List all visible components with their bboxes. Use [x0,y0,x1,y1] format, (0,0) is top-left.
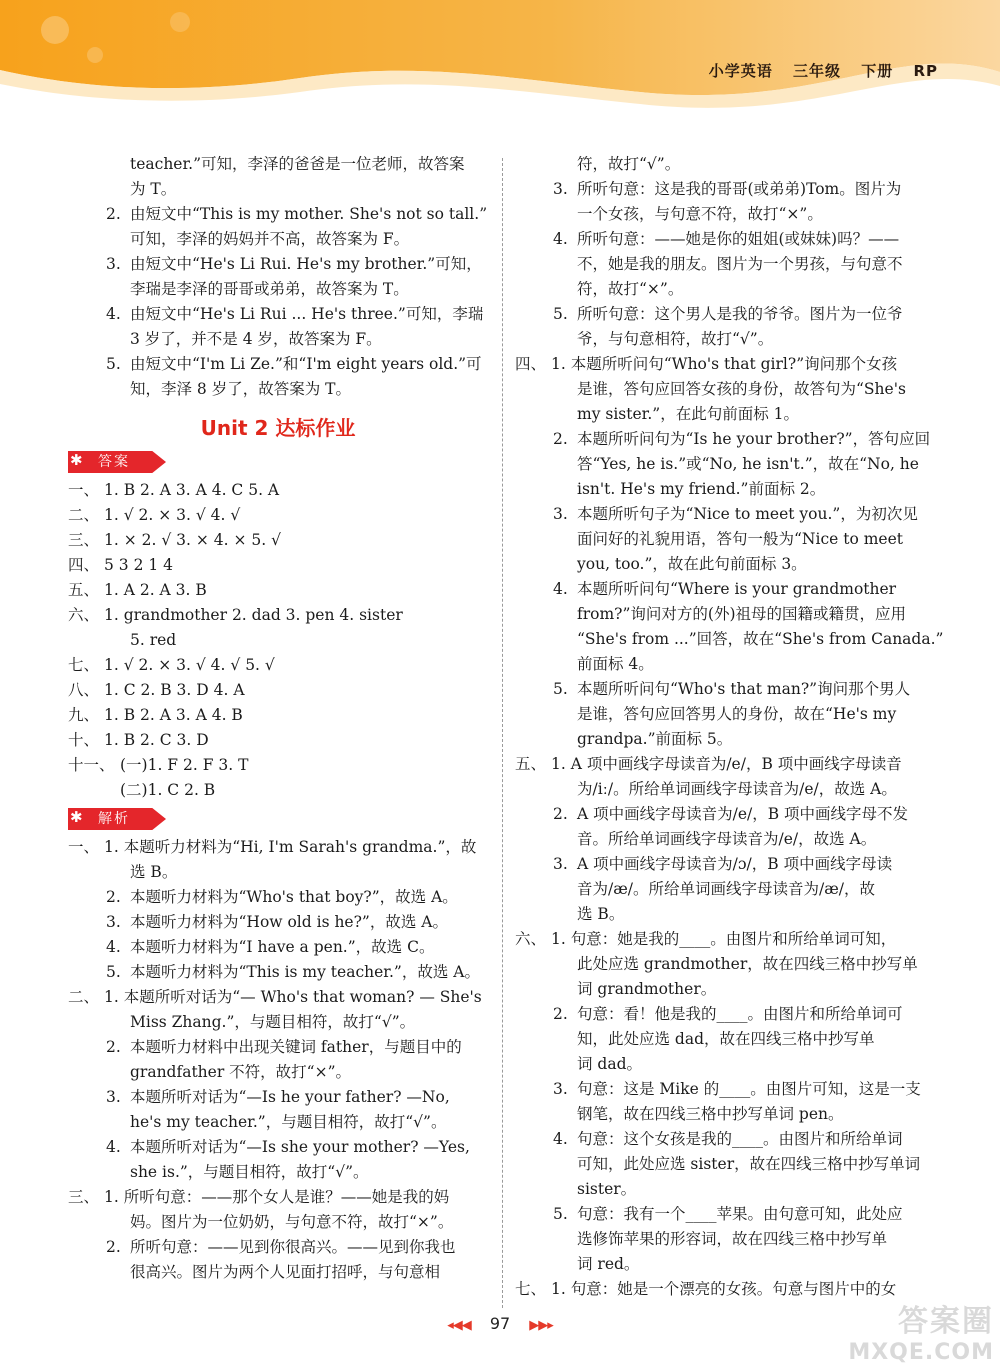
line-text: 前面标 4。 [577,655,654,673]
item-number: 4. [106,938,121,956]
line-text: 句意：这是 Mike 的____。由图片可知，这是一支 [577,1080,921,1098]
line-text: 妈。图片为一位奶奶，与句意不符，故打“×”。 [130,1213,454,1231]
line-text: 1. 句意：她是我的____。由图片和所给单词可知， [551,930,897,948]
line-text: 符，故打“√”。 [577,155,681,173]
text-line [68,1135,488,1160]
line-text: 一个女孩，与句意不符，故打“×”。 [577,205,823,223]
line-text: Miss Zhang.”，与题目相符，故打“√”。 [130,1013,416,1031]
text-line [515,902,930,927]
text-line [515,527,930,552]
section-number: 三、 [68,531,100,549]
badge-star-icon: ✱ [70,451,83,469]
line-text: 本题听力材料为“I have a pen.”，故选 C。 [130,938,435,956]
item-number: 4. [553,580,568,598]
line-text: he's my teacher.”，与题目相符，故打“√”。 [130,1113,447,1131]
line-text: 为 T。 [130,180,177,198]
line-text: grandpa.”前面标 5。 [577,730,733,748]
line-text: 1. B 2. A 3. A 4. C 5. A [104,481,280,499]
line-text: 本题所听对话为“—Is he your father? —No, [130,1088,450,1106]
item-number: 2. [106,1038,121,1056]
badge-star-icon: ✱ [70,808,83,826]
section-number: 一、 [68,481,100,499]
line-text: from?”询问对方的(外)祖母的国籍或籍贯，应用 [577,605,907,623]
text-line [515,827,930,852]
text-line [515,427,930,452]
text-line [515,1002,930,1027]
text-line [515,877,930,902]
badge-label: 答案 [98,454,130,470]
header-banner [0,0,1000,110]
text-line [68,1060,488,1085]
text-line [515,552,930,577]
item-number: 3. [553,1080,568,1098]
line-text: 1. 所听句意：——那个女人是谁？——她是我的妈 [104,1188,450,1206]
text-line [515,977,930,1002]
line-text: 可知，李泽的妈妈并不高，故答案为 F。 [130,230,410,248]
item-number: 5. [106,963,121,981]
item-number: 4. [106,305,121,323]
line-text: 此处应选 grandmother，故在四线三格中抄写单 [577,955,918,973]
line-text: 爷，与句意相符，故打“√”。 [577,330,774,348]
text-line [68,377,488,402]
line-text: 1. C 2. B 3. D 4. A [104,681,245,699]
section-number: 七、 [515,1280,547,1298]
text-line [68,885,488,910]
section-number: 五、 [515,755,547,773]
line-text: 是谁，答句应回答女孩的身份，故答句为“She's [577,380,906,398]
text-line [68,302,488,327]
item-number: 3. [106,1088,121,1106]
text-line [68,985,488,1010]
section-number: 四、 [68,556,100,574]
text-line [68,860,488,885]
line-text: 1. 本题所听对话为“— Who's that woman? — She's [104,988,482,1006]
text-line [515,627,944,652]
line-text: 所听句意：——她是你的姐姐(或妹妹)吗？—— [577,230,900,248]
item-number: 5. [553,305,568,323]
line-text: 音为/æ/。所给单词画线字母读音为/æ/，故 [577,880,876,898]
section-number: 六、 [515,930,547,948]
line-text: 句意：看！他是我的____。由图片和所给单词可 [577,1005,903,1023]
text-line [68,1210,488,1235]
left-column [68,152,488,1285]
item-number: 3. [553,180,568,198]
text-line [68,1160,488,1185]
header-grade: 三年级 [792,62,841,80]
text-line [515,1227,930,1252]
item-number: 2. [553,805,568,823]
section-number: 一、 [68,838,100,856]
line-text: she is.”，与题目相符，故打“√”。 [130,1163,369,1181]
line-text: 3 岁了，并不是 4 岁，故答案为 F。 [130,330,382,348]
text-line [68,503,488,528]
item-number: 5. [106,355,121,373]
column-divider [502,158,503,1308]
line-text: 由短文中“He's Li Rui. He's my brother.”可知， [130,255,482,273]
text-line [68,277,488,302]
line-text: 很高兴。图片为两个人见面打招呼，与句意相 [130,1263,441,1281]
header-subject: 小学英语 [708,62,773,80]
section-number: 十一、 [68,756,115,774]
page-number: 97 [489,1314,511,1333]
text-line [68,1035,488,1060]
section-number: 五、 [68,581,100,599]
text-line [68,628,488,653]
line-text: (二)1. C 2. B [120,781,216,799]
line-text: 5. red [130,631,177,649]
line-text: 1. A 项中画线字母读音为/e/，B 项中画线字母读音 [551,755,902,773]
section-number: 六、 [68,606,100,624]
text-line [68,227,488,252]
text-line [68,252,488,277]
line-text: 符，故打“×”。 [577,280,684,298]
text-line [68,960,488,985]
text-line [515,352,930,377]
section-number: 二、 [68,988,100,1006]
line-text: 1. 本题听力材料为“Hi, I'm Sarah's grandma.”，故 [104,838,477,856]
text-line [68,753,488,778]
section-number: 二、 [68,506,100,524]
line-text: 5 3 2 1 4 [104,556,174,574]
line-text: 本题听力材料为“This is my teacher.”，故选 A。 [130,963,480,981]
line-text: isn't. He's my friend.”前面标 2。 [577,480,826,498]
line-text: 1. B 2. C 3. D [104,731,209,749]
text-line [515,852,930,877]
line-text: “She's from ...”回答，故在“She's from Canada.” [577,630,944,648]
item-number: 5. [553,680,568,698]
text-line [515,652,930,677]
line-text: 本题所听问句“Where is your grandmother [577,580,897,598]
line-text: grandfather 不符，故打“×”。 [130,1063,352,1081]
text-line [515,477,930,502]
text-line [515,777,930,802]
section-badge [68,805,488,833]
watermark [848,1296,994,1365]
line-text: 1. × 2. √ 3. × 4. × 5. √ [104,531,282,549]
line-text: 知，李泽 8 岁了，故答案为 T。 [130,380,351,398]
item-number: 2. [106,888,121,906]
section-number: 七、 [68,656,100,674]
text-line [515,327,930,352]
line-text: 可知，此处应选 sister，故在四线三格中抄写单词 [577,1155,921,1173]
line-text: you, too.”，故在此句前面标 3。 [577,555,807,573]
line-text: 本题听力材料为“How old is he?”，故选 A。 [130,913,448,931]
badge-label: 解析 [98,811,130,827]
text-line [68,703,488,728]
text-line [68,1260,488,1285]
text-line [68,1110,488,1135]
line-text: 词 dad。 [577,1055,643,1073]
line-text: 不，她是我的朋友。图片为一个男孩，与句意不 [577,255,903,273]
text-line [515,252,930,277]
line-text: 1. √ 2. × 3. √ 4. √ [104,506,241,524]
line-text: 本题所听问句为“Is he your brother?”，答句应回 [577,430,931,448]
line-text: 1. grandmother 2. dad 3. pen 4. sister [104,606,403,624]
text-line [515,727,930,752]
line-text: A 项中画线字母读音为/ɔ/，B 项中画线字母读 [577,855,893,873]
line-text: 词 red。 [577,1255,640,1273]
text-line [515,1252,930,1277]
line-text: 李瑞是李泽的哥哥或弟弟，故答案为 T。 [130,280,409,298]
header-edition: RP [913,62,938,80]
text-line [515,1177,930,1202]
item-number: 3. [106,255,121,273]
line-text: (一)1. F 2. F 3. T [120,756,249,774]
text-line [515,452,930,477]
text-line [68,152,488,177]
text-line [68,603,488,628]
text-line [68,935,488,960]
text-line [515,1077,930,1102]
text-line [68,1185,488,1210]
text-line [68,653,488,678]
line-text: 选 B。 [577,905,625,923]
line-text: 本题所听句子为“Nice to meet you.”，为初次见 [577,505,918,523]
text-line [515,402,930,427]
line-text: 所听句意：——见到你很高兴。——见到你我也 [130,1238,456,1256]
line-text: 面问好的礼貌用语，答句一般为“Nice to meet [577,530,903,548]
text-line [515,152,930,177]
next-arrows-icon: ▶▶▸ [529,1318,553,1333]
line-text: A 项中画线字母读音为/e/，B 项中画线字母不发 [577,805,909,823]
text-line [68,910,488,935]
item-number: 3. [553,505,568,523]
item-number: 4. [106,1138,121,1156]
item-number: 5. [553,1205,568,1223]
text-line [515,227,930,252]
line-text: 1. √ 2. × 3. √ 4. √ 5. √ [104,656,275,674]
line-text: 词 grandmother。 [577,980,717,998]
text-line [515,277,930,302]
line-text: 是谁，答句应回答男人的身份，故在“He's my [577,705,897,723]
text-line [515,302,930,327]
line-text: 由短文中“I'm Li Ze.”和“I'm eight years old.”可 [130,355,482,373]
unit-title: Unit 2 达标作业 [200,416,356,440]
text-line [515,1027,930,1052]
text-line [68,578,488,603]
text-line [515,752,930,777]
text-line [515,602,930,627]
section-number: 十、 [68,731,100,749]
watermark-logo-text: 答案圈 [898,1304,994,1339]
text-line [68,678,488,703]
item-number: 2. [553,1005,568,1023]
text-line [68,1235,488,1260]
line-text: 由短文中“He's Li Rui ... He's three.”可知，李瑞 [130,305,484,323]
line-text: 为/iː/。所给单词画线字母读音为/e/，故选 A。 [577,780,897,798]
line-text: 由短文中“This is my mother. She's not so tall.” [130,205,488,223]
text-line [515,702,930,727]
line-text: 答“Yes, he is.”或“No, he isn't.”，故在“No, he [577,455,919,473]
watermark-url: MXQE.COM [848,1340,994,1365]
text-line [68,327,488,352]
line-text: 所听句意：这个男人是我的爷爷。图片为一位爷 [577,305,903,323]
line-text: 本题听力材料中出现关键词 father，与题目中的 [130,1038,462,1056]
text-line [515,952,930,977]
item-number: 3. [553,855,568,873]
text-line [68,835,488,860]
line-text: sister。 [577,1180,637,1198]
text-line [68,177,488,202]
text-line [515,677,930,702]
line-text: 1. 句意：她是一个漂亮的女孩。句意与图片中的女 [551,1280,897,1298]
text-line [515,1152,930,1177]
item-number: 4. [553,1130,568,1148]
header-title [695,60,938,81]
text-line [68,352,488,377]
line-text: 1. 本题所听问句“Who's that girl?”询问那个女孩 [551,355,898,373]
section-number: 四、 [515,355,547,373]
line-text: 句意：我有一个____苹果。由句意可知，此处应 [577,1205,903,1223]
page-header [0,0,1000,110]
header-volume: 下册 [861,62,894,80]
line-text: teacher.”可知，李泽的爸爸是一位老师，故答案 [130,155,465,173]
text-line [515,1127,930,1152]
item-number: 4. [553,230,568,248]
section-number: 九、 [68,706,100,724]
line-text: 1. B 2. A 3. A 4. B [104,706,243,724]
item-number: 3. [106,913,121,931]
text-line [68,778,488,803]
section-number: 八、 [68,681,100,699]
item-number: 2. [553,430,568,448]
section-badge [68,448,488,476]
right-column [515,152,944,1302]
line-text: 选 B。 [130,863,178,881]
line-text: 1. A 2. A 3. B [104,581,207,599]
text-line [515,802,930,827]
text-line [68,528,488,553]
item-number: 2. [106,205,121,223]
line-text: my sister.”，在此句前面标 1。 [577,405,799,423]
line-text: 选修饰苹果的形容词，故在四线三格中抄写单 [577,1230,888,1248]
line-text: 本题听力材料为“Who's that boy?”，故选 A。 [130,888,458,906]
text-line [68,1085,488,1110]
text-line [515,202,930,227]
line-text: 本题所听问句“Who's that man?”询问那个男人 [577,680,911,698]
line-text: 句意：这个女孩是我的____。由图片和所给单词 [577,1130,903,1148]
text-line [68,1010,488,1035]
text-line [515,1202,930,1227]
text-line [515,502,930,527]
text-line [515,577,930,602]
text-line [68,202,488,227]
text-line [68,728,488,753]
line-text: 知，此处应选 dad，故在四线三格中抄写单 [577,1030,875,1048]
section-number: 三、 [68,1188,100,1206]
prev-arrows-icon: ◂◀◀ [447,1318,471,1333]
line-text: 钢笔，故在四线三格中抄写单词 pen。 [577,1105,844,1123]
text-line [515,927,930,952]
text-line [515,377,930,402]
text-line [515,177,930,202]
text-line [515,1102,930,1127]
text-line [68,478,488,503]
text-line [515,1052,930,1077]
line-text: 本题所听对话为“—Is she your mother? —Yes, [130,1138,470,1156]
item-number: 2. [106,1238,121,1256]
line-text: 所听句意：这是我的哥哥(或弟弟)Tom。图片为 [577,180,902,198]
line-text: 音。所给单词画线字母读音为/e/，故选 A。 [577,830,877,848]
text-line [68,553,488,578]
